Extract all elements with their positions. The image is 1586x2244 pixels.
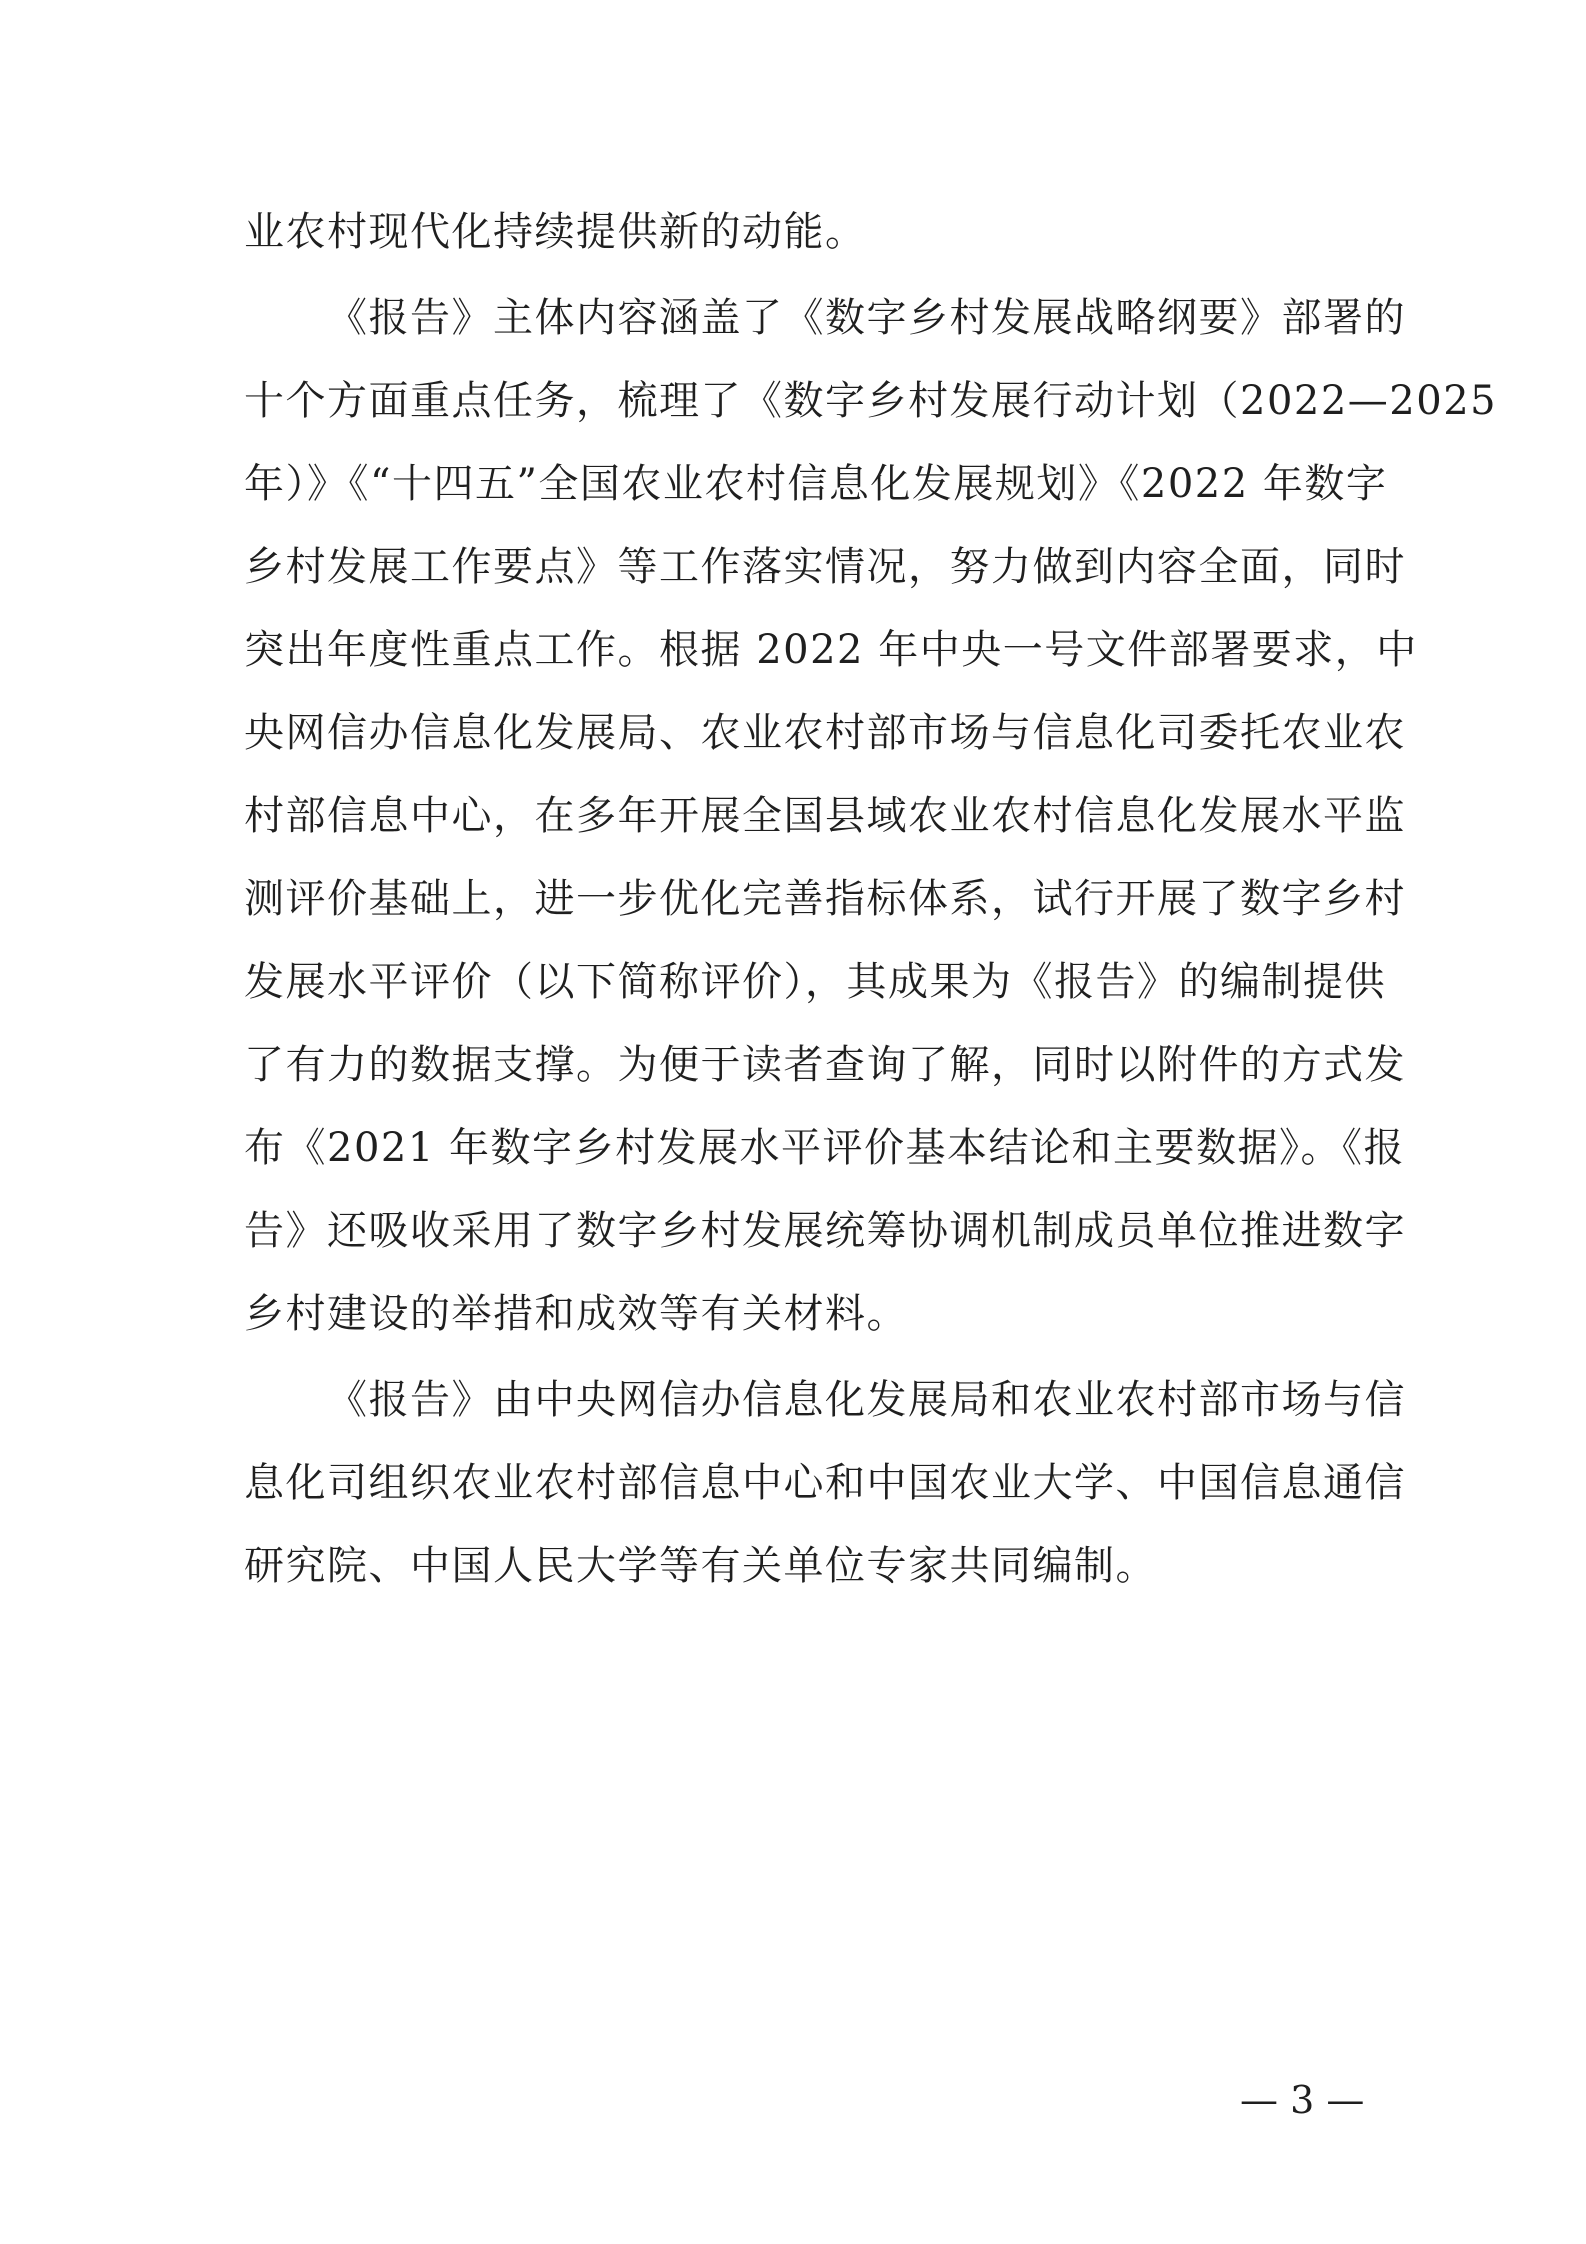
paragraph-2-line-1: 《报告》主体内容涵盖了《数字乡村发展战略纲要》部署的 <box>327 295 1406 341</box>
paragraph-2-line-11: 布《2021 年数字乡村发展水平评价基本结论和主要数据》。《报 <box>244 1125 1406 1171</box>
paragraph-3-line-2: 息化司组织农业农村部信息中心和中国农业大学、中国信息通信 <box>244 1460 1406 1506</box>
paragraph-2-line-12: 告》还吸收采用了数字乡村发展统筹协调机制成员单位推进数字 <box>244 1208 1406 1254</box>
paragraph-2-line-6: 央网信办信息化发展局、农业农村部市场与信息化司委托农业农 <box>244 710 1406 756</box>
paragraph-2-line-3: 年）》《“十四五”全国农业农村信息化发展规划》《2022 年数字 <box>244 461 1388 507</box>
paragraph-2-line-7: 村部信息中心，在多年开展全国县域农业农村信息化发展水平监 <box>244 793 1406 839</box>
paragraph-2-line-13: 乡村建设的举措和成效等有关材料。 <box>244 1291 908 1337</box>
paragraph-2-line-5: 突出年度性重点工作。根据 2022 年中央一号文件部署要求，中 <box>244 627 1418 673</box>
paragraph-1-line-1: 业农村现代化持续提供新的动能。 <box>244 209 867 255</box>
paragraph-3-line-3: 研究院、中国人民大学等有关单位专家共同编制。 <box>244 1543 1157 1589</box>
paragraph-2-line-9: 发展水平评价（以下简称评价），其成果为《报告》的编制提供 <box>244 959 1386 1005</box>
paragraph-3-line-1: 《报告》由中央网信办信息化发展局和农业农村部市场与信 <box>327 1377 1406 1423</box>
page-number: — 3 — <box>1240 2078 1365 2122</box>
paragraph-2-line-4: 乡村发展工作要点》等工作落实情况，努力做到内容全面，同时 <box>244 544 1406 590</box>
paragraph-2-line-8: 测评价基础上，进一步优化完善指标体系，试行开展了数字乡村 <box>244 876 1406 922</box>
paragraph-2-line-2: 十个方面重点任务，梳理了《数字乡村发展行动计划（2022—2025 <box>244 378 1498 424</box>
paragraph-2-line-10: 了有力的数据支撑。为便于读者查询了解，同时以附件的方式发 <box>244 1042 1406 1088</box>
